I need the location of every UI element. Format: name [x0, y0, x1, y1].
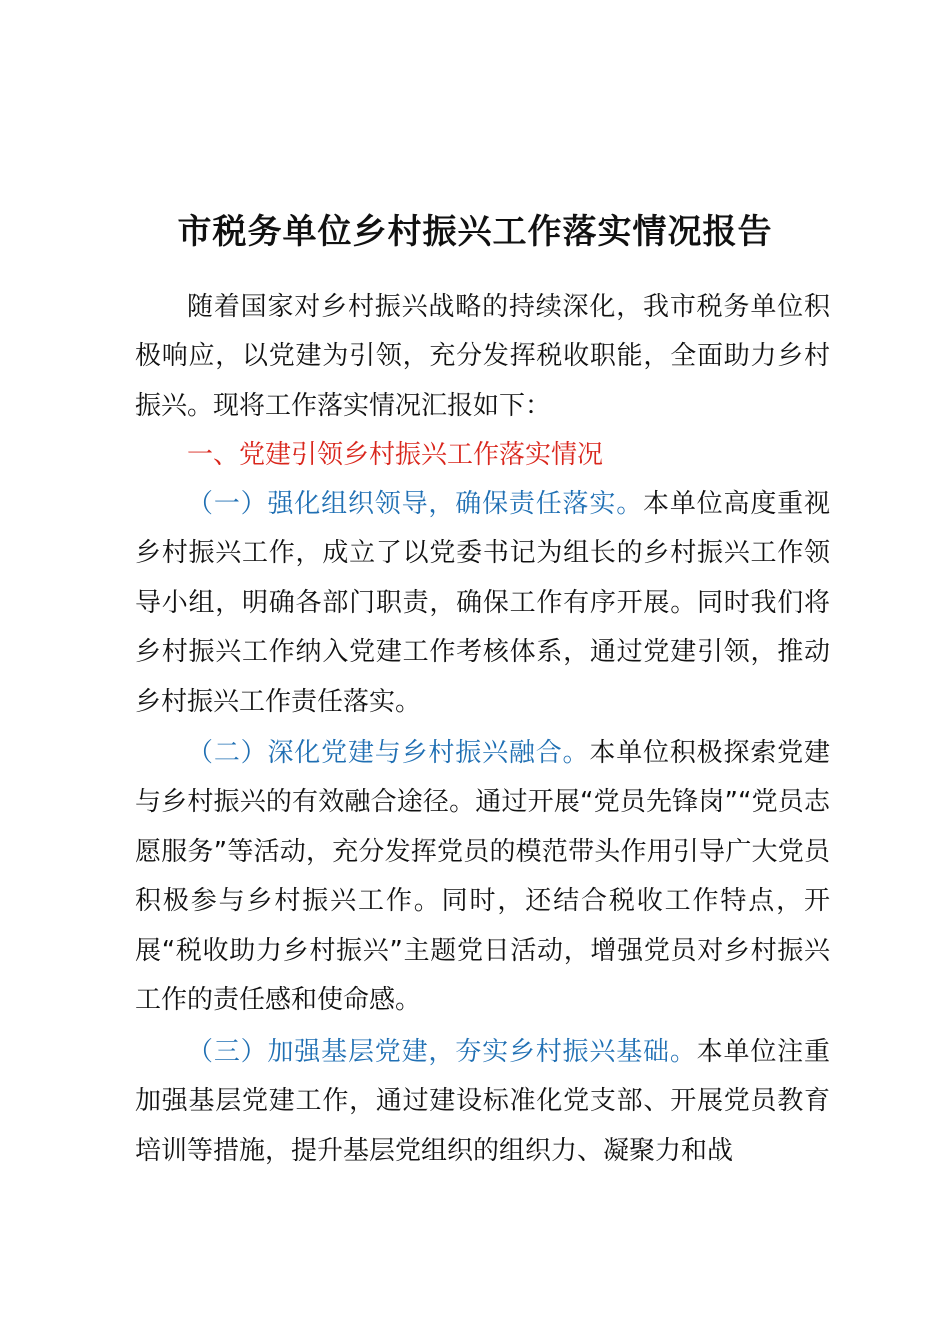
paragraph-3-text: 本单位注重加强基层党建工作，通过建设标准化党支部、开展党员教育培训等措施，提升基层党组织的组织力、凝聚力和战: [135, 1037, 830, 1166]
intro-paragraph: 随着国家对乡村振兴战略的持续深化，我市税务单位积极响应，以党建为引领，充分发挥税收职能，全面助力乡村振兴。现将工作落实情况汇报如下：: [135, 292, 830, 421]
document-title: 市税务单位乡村振兴工作落实情况报告: [177, 212, 773, 252]
paragraph-1-text: 本单位高度重视乡村振兴工作，成立了以党委书记为组长的乡村振兴工作领导小组，明确各部门职责，确保工作有序开展。同时我们将乡村振兴工作纳入党建工作考核体系，通过党建引领，推动乡村振兴工作责任落实。: [135, 489, 830, 717]
section-heading: 一、党建引领乡村振兴工作落实情况: [187, 440, 604, 470]
paragraph-2-text: 本单位积极探索党建与乡村振兴的有效融合途径。通过开展“党员先锋岗”“党员志愿服务”等活动，充分发挥党员的模范带头作用引导广大党员积极参与乡村振兴工作。同时，还结合税收工作特点，开展“税收助力乡村振兴”主题党日活动，增强党员对乡村振兴工作的责任感和使命感。: [135, 738, 830, 1016]
paragraph-1: [135, 480, 830, 727]
paragraph-3: [135, 1028, 830, 1176]
paragraph-2: [135, 729, 830, 1025]
paragraph-3-subheading: （三）加强基层党建，夯实乡村振兴基础。: [187, 1037, 697, 1067]
paragraph-1-subheading: （一）强化组织领导，确保责任落实。: [187, 489, 644, 519]
paragraph-2-subheading: （二）深化党建与乡村振兴融合。: [187, 738, 590, 768]
